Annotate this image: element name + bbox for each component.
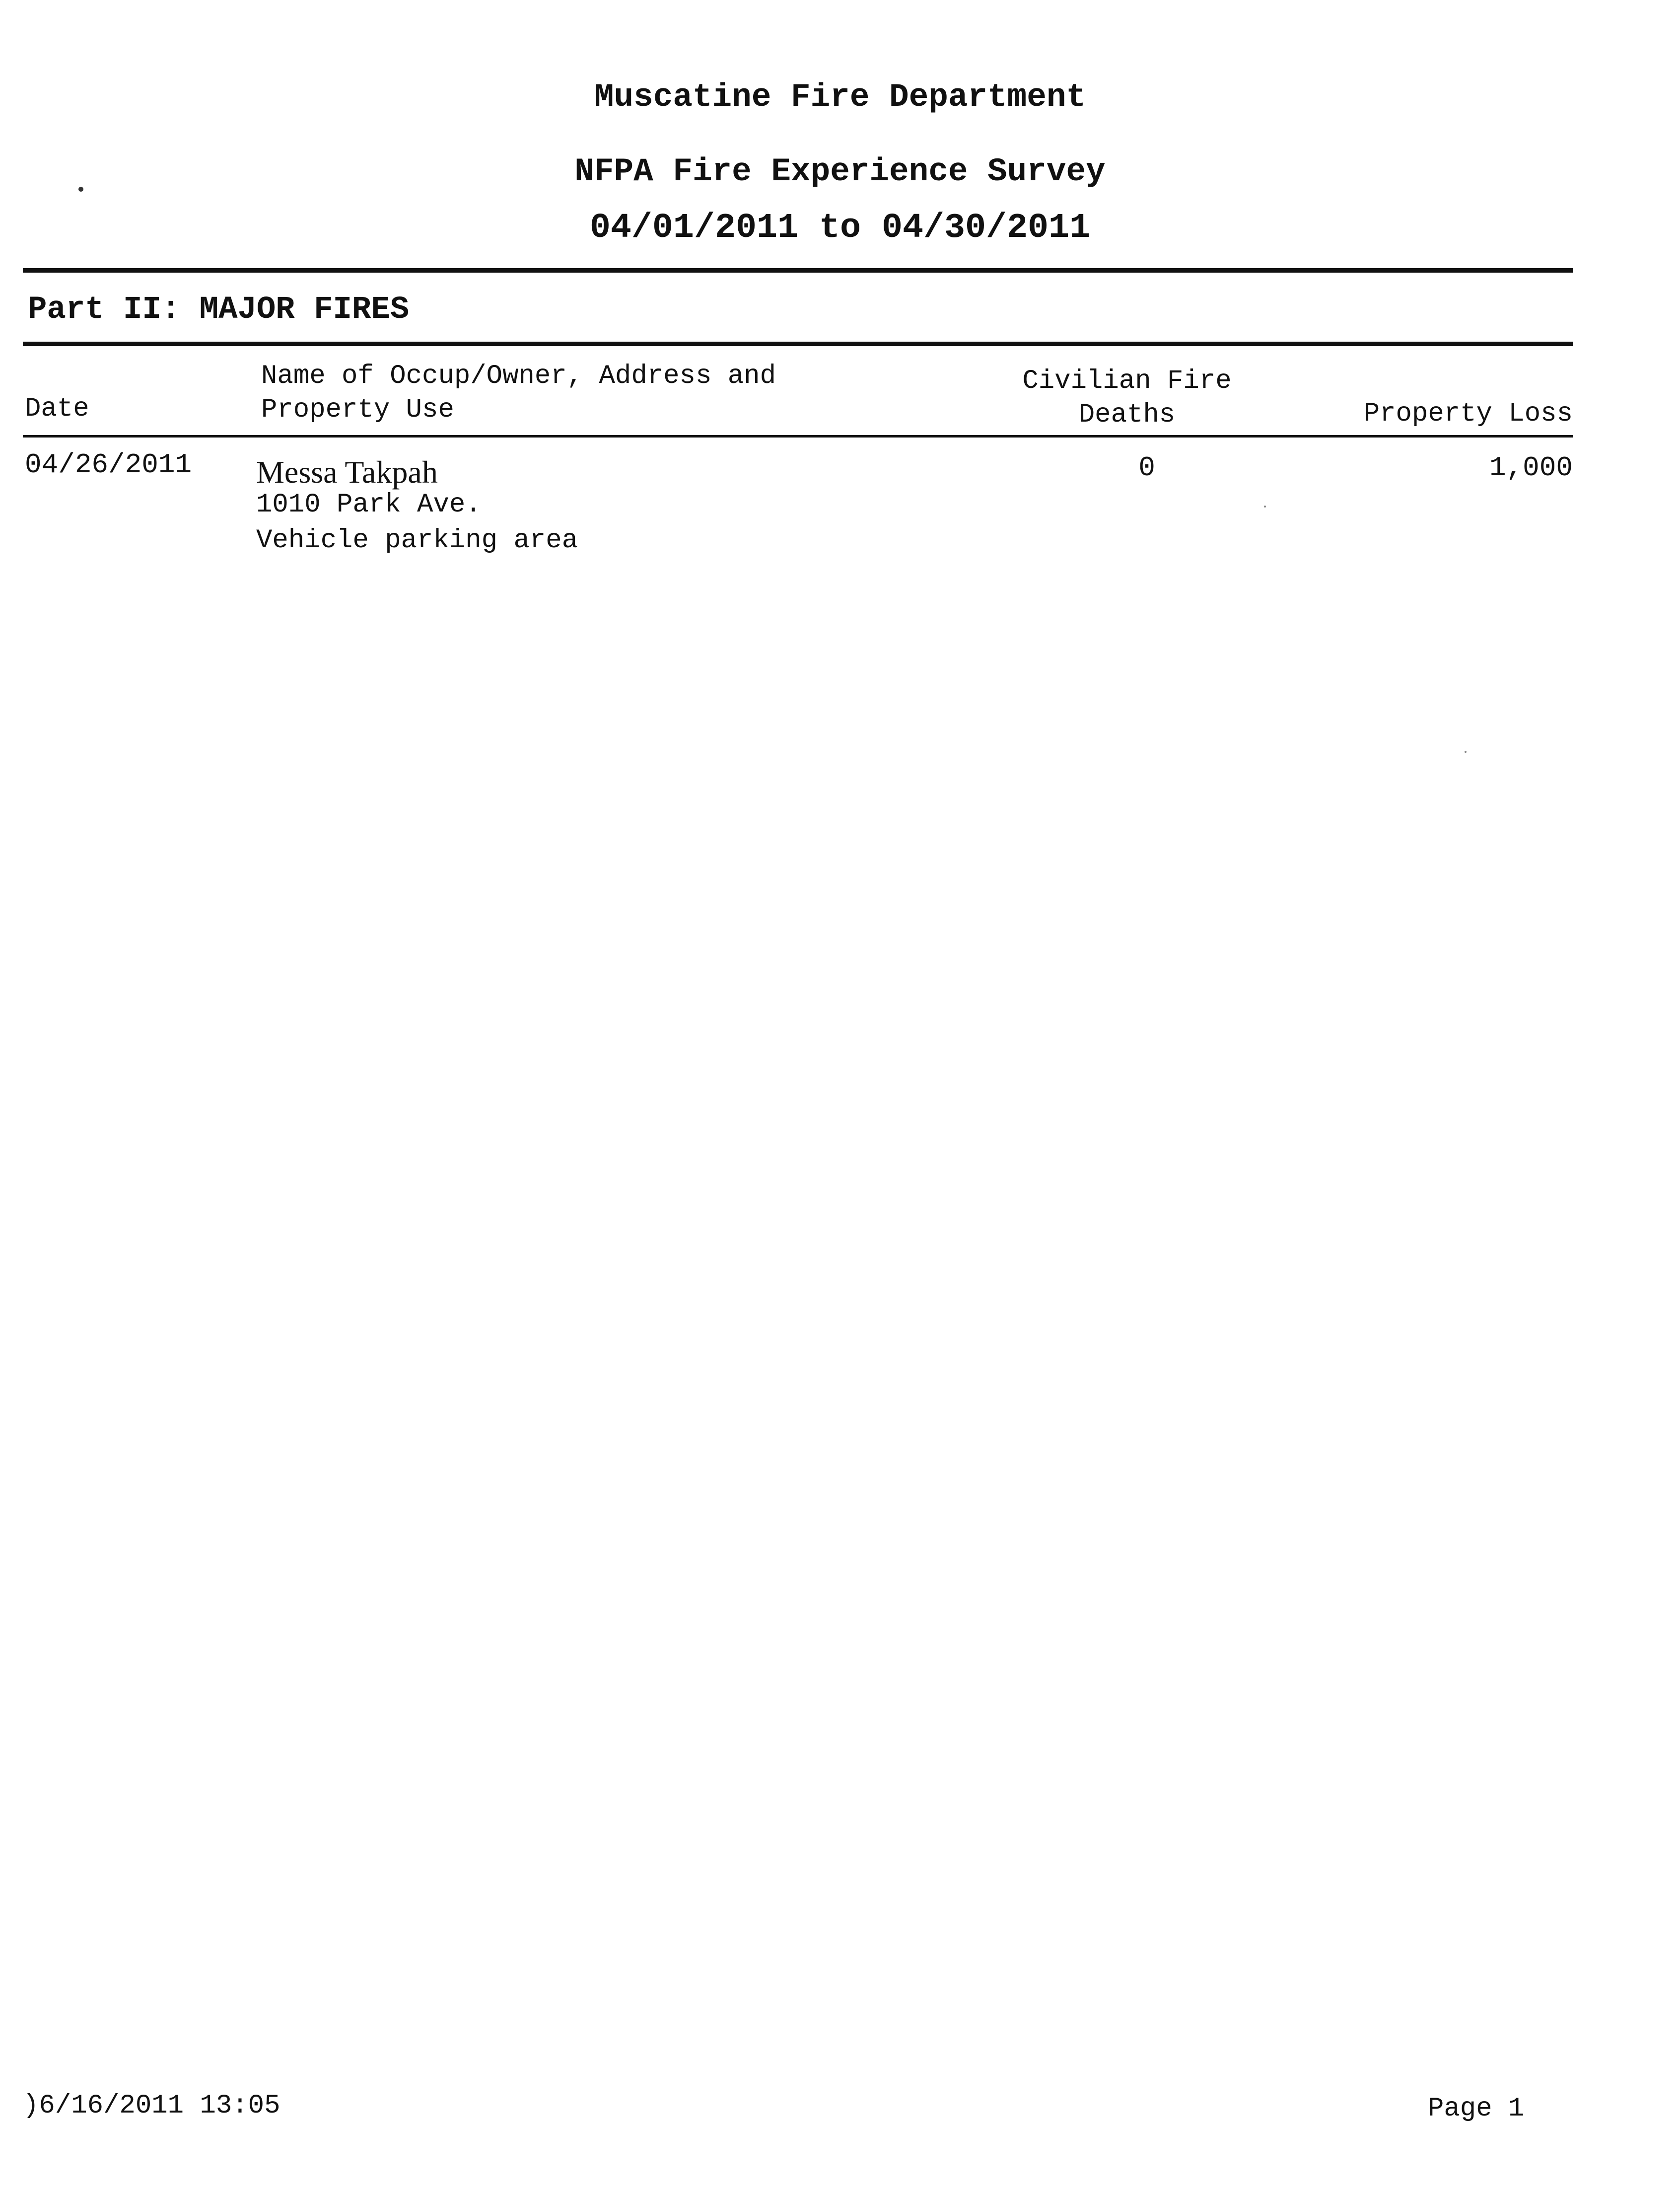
column-header-deaths — [1003, 365, 1251, 432]
print-timestamp: )6/16/2011 13:05 — [23, 2091, 280, 2121]
column-header-deaths-line2: Deaths — [1078, 400, 1176, 430]
scan-speck — [1264, 506, 1266, 508]
survey-title: NFPA Fire Experience Survey — [574, 153, 1106, 190]
column-header-date: Date — [25, 394, 89, 424]
section-divider — [23, 342, 1573, 346]
column-header-property-loss: Property Loss — [1363, 399, 1573, 429]
row-address: 1010 Park Ave. — [256, 490, 482, 520]
column-header-name-line2: Property Use — [261, 395, 454, 425]
department-title: Muscatine Fire Department — [594, 78, 1086, 116]
page-number: Page 1 — [1428, 2094, 1525, 2124]
column-header-name-line1: Name of Occup/Owner, Address and — [261, 361, 776, 391]
row-property-loss: 1,000 — [1489, 452, 1573, 484]
scan-speck — [78, 187, 83, 192]
row-occupant-name: Messa Takpah — [256, 454, 438, 490]
column-header-name — [261, 360, 776, 427]
row-property-use: Vehicle parking area — [256, 525, 578, 556]
scan-speck — [1465, 751, 1467, 753]
section-title: Part II: MAJOR FIRES — [28, 292, 410, 328]
row-civilian-deaths: 0 — [1138, 452, 1155, 484]
header-divider — [23, 268, 1573, 273]
table-header-divider — [23, 435, 1573, 438]
column-header-deaths-line1: Civilian Fire — [1022, 366, 1232, 396]
row-date: 04/26/2011 — [25, 449, 192, 481]
report-period: 04/01/2011 to 04/30/2011 — [589, 209, 1091, 248]
